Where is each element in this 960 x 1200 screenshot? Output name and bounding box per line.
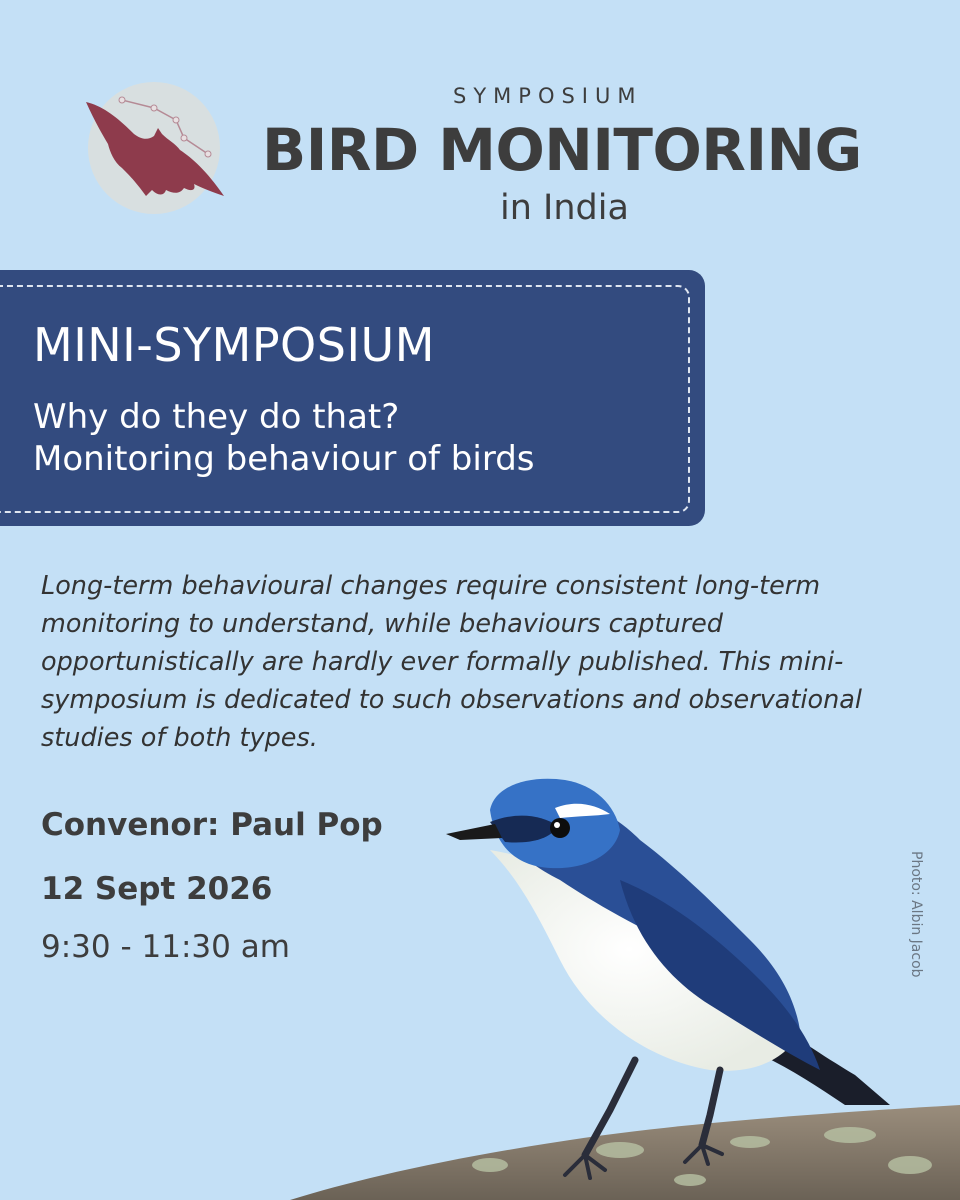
description-paragraph: Long-term behavioural changes require consistent long-term monitoring to understand, while behaviours captured opportunistically are hardly ever formally published. This mini-symposium is dedicated to such observations and observational studies of both types. bbox=[41, 571, 862, 753]
banner-heading: MINI-SYMPOSIUM bbox=[33, 318, 435, 372]
banner-subheading bbox=[33, 396, 535, 480]
page-subtitle: in India bbox=[500, 188, 629, 228]
event-date: 12 Sept 2026 bbox=[41, 871, 273, 907]
convenor-label: Convenor: Paul Pop bbox=[41, 807, 383, 843]
event-time: 9:30 - 11:30 am bbox=[41, 929, 290, 965]
symposium-logo bbox=[84, 78, 234, 218]
kicker-label: SYMPOSIUM bbox=[453, 84, 643, 108]
photo-credit: Photo: Albin Jacob bbox=[908, 851, 924, 978]
bird-beak bbox=[446, 824, 502, 840]
bird-eye bbox=[550, 818, 570, 838]
banner-question: Why do they do that? bbox=[33, 397, 400, 437]
flycatcher-photo bbox=[290, 770, 960, 1200]
page-title: BIRD MONITORING bbox=[262, 116, 862, 184]
banner-topic: Monitoring behaviour of birds bbox=[33, 439, 535, 479]
bird-eye-highlight bbox=[554, 822, 560, 828]
